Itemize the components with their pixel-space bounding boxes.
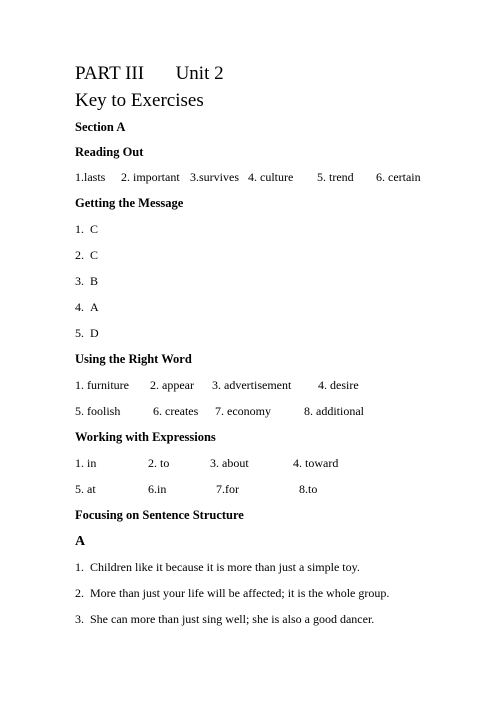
getting-message-heading: Getting the Message [75, 196, 184, 210]
part-label: PART III [75, 63, 145, 84]
expression-item: 1. in [75, 456, 97, 470]
right-word-item: 3. advertisement [212, 378, 292, 392]
sentence-structure-heading: Focusing on Sentence Structure [75, 508, 244, 522]
right-word-item: 8. additional [304, 404, 364, 418]
sentence-item: 1. Children like it because it is more than just a simple toy. [75, 560, 360, 574]
part-title [75, 63, 224, 85]
right-word-item: 7. economy [215, 404, 271, 418]
right-word-item: 5. foolish [75, 404, 121, 418]
reading-out-item: 1.lasts [75, 170, 106, 184]
section-a-heading: Section A [75, 120, 126, 134]
reading-out-item: 6. certain [376, 170, 421, 184]
right-word-item: 1. furniture [75, 378, 129, 392]
right-word-item: 6. creates [153, 404, 199, 418]
page-subtitle: Key to Exercises [75, 90, 204, 111]
sentence-item: 3. She can more than just sing well; she is also a good dancer. [75, 612, 375, 626]
reading-out-item: 3.survives [190, 170, 239, 184]
answer-item: 2. C [75, 248, 99, 262]
expressions-heading: Working with Expressions [75, 430, 216, 444]
expression-item: 3. about [210, 456, 249, 470]
expression-item: 5. at [75, 482, 96, 496]
expression-item: 4. toward [293, 456, 339, 470]
unit-label: Unit 2 [175, 63, 224, 84]
expression-item: 6.in [148, 482, 167, 496]
expression-item: 7.for [216, 482, 239, 496]
answer-item: 5. D [75, 326, 99, 340]
reading-out-item: 5. trend [317, 170, 354, 184]
right-word-heading: Using the Right Word [75, 352, 192, 366]
right-word-item: 2. appear [150, 378, 194, 392]
answer-item: 1. C [75, 222, 99, 236]
reading-out-heading: Reading Out [75, 145, 144, 159]
right-word-item: 4. desire [318, 378, 359, 392]
expression-item: 2. to [148, 456, 170, 470]
reading-out-item: 2. important [121, 170, 180, 184]
answer-item: 3. B [75, 274, 99, 288]
answer-item: 4. A [75, 300, 99, 314]
reading-out-item: 4. culture [248, 170, 294, 184]
sentence-structure-sub: A [75, 534, 86, 549]
sentence-item: 2. More than just your life will be affected; it is the whole group. [75, 586, 390, 600]
expression-item: 8.to [299, 482, 318, 496]
